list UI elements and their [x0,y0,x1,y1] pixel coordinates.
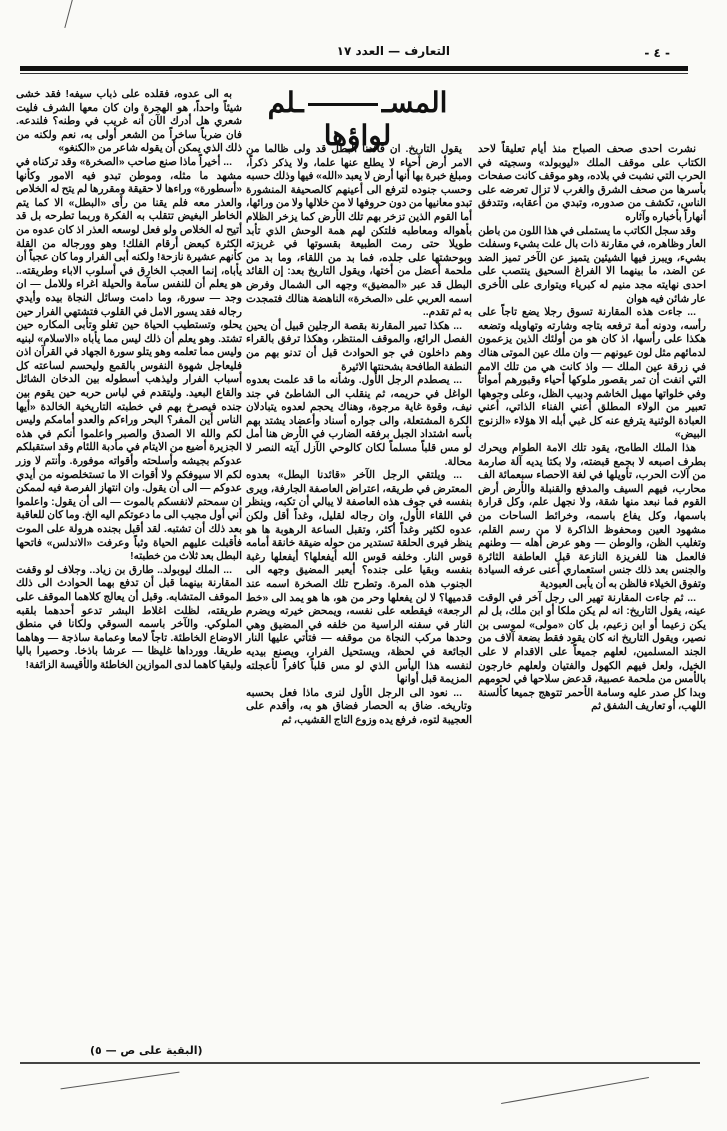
paragraph: ... نعود الى الرجل الأول لنرى ماذا فعل بحسبه وتاريخه. ضاق به الحصار فضاق هو به، وأقدم على العجيبة لتوه، فرفع يده وزوع التاج القشيب، ثم [246,686,472,726]
issue-label: التعارف — العدد ١٧ [336,44,450,58]
paragraph: ... ويلتقي الرجل الآخر «قائدنا البطل» بعدوه المعترض في طريقه، اعتراض العاصفة الجارفة، ويرى بنفسه في جوف هذه العاصفة لا يبالي أن تكبه، وينظر في اللقاء الأول، وان رجاله لقليل، وغداً أقل ولكن عدوه لكثير وغداً أكثر، وتقبل الساعة الرهوبة ها هو ينظر فيرى الحلقة تستدير من حوله ضيقة خانقة أمامه قوس النار. وخلفه قوس الله أيفعلها؟ أيفعلها رغبة بنفسه وبقيا على جنده؟ أيعبر المضيق وجهه الى الجنوب هذه المرة. وتطرح تلك الصخرة اسمه عند قدميها؟ لا لن يفعلها وحر من هو، ها هو يمد الى «خط الرجعة» فيقطعه على نفسه، ويمحض خيرته ويضرم النار في سفنه الراسية من خلفه في المضيق وهي وحدها مركب النجاة من موقفه — فتأتي عليها النار الجائعة في لحظة، ويستحيل الفرار، ويصنع بيديه لنفسه هذا اليأس الذي لو مس قلباً كافراً لأعجلته المزيمة قبل أوانها [246,469,472,686]
paragraph: ... جاءت هذه المقارنة تسوق رجلا يضع تاجاً على رأسه، ودونه أمة ترفعه بتاجه وشارته وتهاويله وتضعه هكذا على رأسها، اذ كان هو من أولئك الذين يزعمون لدمائهم مثل لون عيونهم — وان ملك عين الموتى هناك في زرقة عين الملك — واذ كانت هي من تلك الامم التي انفت أن تمر بقصور ملوكها أحياء وقبورهم أمواتاً وفي خلواتها مهبل الخاشم ودبيب الظل، وعلى وجوهها تعبير من الولاء المطلق أعني الفناء الذاتي، أعني العبادة الوثنية يترفع عنه كل غبي أبله الا هؤلاء «الزنوج البيض» [478,306,706,441]
paragraph: وقد سجل الكاتب ما يستملى في هذا اللون من باطن العار وظاهره، في مقارنة ذات بال علت بشيء وسفلت بشيء، ويبرز فيها الشيئين يتميز عن الآخر تميز الضد عن الضد، ما بينهما الا الفراغ السحيق ينتصب على احدى نهايته مجد منيم له كبرياء ويتوارى على الأخرى عار شائن فيه هوان [478,224,706,305]
paragraph: ... ثم جاءت المقارنة تهير الى رجل آخر في الوقت عينه، يقول التاريخ: انه لم يكن ملكا أو ابن ملك، بل لم يكن زعيما أو ابن زعيم، بل كان «مولى» لموسى بن نصير، ويقول التاريخ انه كان يقود فقط بضعة آلاف من الجند المسلمين، لعلهم جميعاً على الاقدام لا على الخيل، ولعل فيهم الكهول والفتيان ولعلهم خارجون بالأمس من ملحمة عصبية، قدعض سلاحها في لحومهم وبدا كل صدر عليه وسامة الأحمر تتوهج جميعا كألسنة اللهب، أو تعاريف الشفق ثم [478,591,706,713]
headline-kashida [308,103,378,106]
column-right [478,143,706,714]
headline-part1: المسـ [381,86,448,119]
scan-artifact [61,1072,180,1090]
column-middle [246,143,472,728]
headline-part2: ـلم لواؤها [267,86,392,152]
header-rule [20,66,688,71]
footer-rule [20,1062,700,1064]
paragraph: يقول التاريخ. ان قائدنا البطل قد ولى ظالما من الامر أرض أحياء لا يطلع عنها علما، ولا يذكر ذكراً، ومبلغ خبرة بها أنها أرض لا يعبد «الله» فيها وذلك حسبه وحسب جنوده لترفع الى أعينهم كالصحيفة المنشورة تبدو معانيها من دون حروفها لا من خلالها ولا من ورائها، أما القوم الذين تزخر بهم تلك الأرض كما يزخر الظلام بأهواله ومعاطبه فلتكن لهم همة الوحش الذي تأبد طويلا حتى رمت الطبيعة بقسوتها في غريزته وبوحشتها على جلده، فما بد من اللقاء، وما بد من ملحمة أعضل من أختها، ويقول التاريخ بعد: إن القائد البطل قد عبر «المضيق» وجهه الى الشمال وفرض اسمه العربي على «الصخرة» الناهضة هنالك فتمجدت به ثم تقدم.. [246,143,472,319]
article-headline [245,86,470,152]
paragraph: نشرت احدى صحف الصباح منذ أيام تعليقاً لاحد الكتاب على موقف الملك «ليوبولد» وسجيته في الحرب التي نشبت في بلاده، وهو موقف كانت صفحات بأسرها من صحف الشرق والغرب لا تزال تعرضه على الناس، تكشف من صدوره، وتبدي من أعقابه، وتتدفق أنهاراً بأخباره وآثاره [478,143,706,223]
scan-artifact [64,0,75,28]
header-rule-thin [20,73,688,74]
page-number: - ٤ - [644,46,670,60]
paragraph: به الى عدوه، فقلده على ذباب سيفه! فقد خشى شيئاً واحداً، هو الهجرة وان كان معها الشرف فليت شعري هل أدرك الآن أنه غريب في وطنه؟ فلندعه. فان ضرباً ساخراً من الشعر أولى به، نعم ولكنه من ذلك الذي يمكن أن يقوله شاعر من «الكنغو» [16,88,242,155]
page-header [20,44,710,64]
scan-artifact [501,1077,649,1104]
paragraph: ... أخيراً ماذا صنع صاحب «الصخرة» وقد تركناه في مشهد ما مثله، وموطن تبدو فيه الامور وكأنها «أسطورة» وراءها لا حقيقة ومقررها لم يتح له الخلاص والعذر معه فلم يقنا من رأى «البطل» الا كما يتم الخاطر البغيض تتقلب به الفكرة وربما تطرحه بل قد أتيح له الخلاص ولو فعل لوسعه العذر اذ كان عدوه من الكثرة كبعض أرقام الفلك! وهو وورجاله من القلة كأنهم عشيرة نازحة! ولكنه أبى الفرار وما كان عجباً أن يأباه، إنما العجب الخارق في أسلوب الاباء وطريقته.. هو يعلم أن للنفس سآمة والحيلة اغراء وللامل — ان وجد — سورة، وما دامت وسائل النجاة بيده وأيدي رجاله فقد يسور الامل في القلوب فتشتهي الفرار حين يحلو، وتستطيب الحياة حين تغلو وتأبى المكاره حين تشتد. وهو يعلم أن ذلك ليس مما يأباه «الاسلام» لبنيه وليس مما تعلمه وهو يتلو سورة الجهاد في القرآن اذن فليعاجل شهوة النفوس بالقمع وليحسم لساعته كل أسباب الفرار وليذهب أسطوله بين الدخان الشائل والقاع البعيد. وليتقدم في لباس حربه حين يقوم بين جنده فيصرخ بهم في خطبته التاريخية الخالدة «أيها الناس أين المفر؟ البحر وراءكم والعدو أمامكم وليس لكم والله الا الصدق والصبر واعلموا أنكم في هذه الجزيرة أضيع من الايتام في مأدبة اللئام وقد استقبلكم عدوكم بجيشه وأسلحته وأقواته موفورة. وأنتم لا وزر لكم الا سيوفكم ولا أقوات الا ما تستخلصونه من أيدي عدوكم — الى أن يقول. وان انتهاز الفرصة فيه لممكن ان سمحتم لانفسكم بالموت — الى أن يقول: واعلموا أني أول مجيب الى ما دعوتكم اليه الخ. وما كان للعاقبة بعد ذلك أن تشتبه. لقد أقبل بجنده هرولة على الموت فأقبلت عليهم الحياة وثباً وعرفت «الاندلس» فاتحها البطل بعد ثلاث من خطبته! [16,155,242,563]
continued-note: (البقية على ص — ٥) [90,1044,203,1057]
paragraph: ... يصطدم الرجل الأول. وشأنه ما قد علمت بعدوه الواغل في حريمه، ثم ينقلب الى الشاطئ في جند نيف، وقوة غاية مرجوة، وهناك يحجم لعدوه يتبادلان الكرة المشتعلة، والى جواره أسناد وأعضاد يشتد بهم بأسه اشتداد الجبل برفقه الضارب في الأرض هنا أمل لو مس قلباً مسلماً لكان كالوحي الآزل آيته النصر لا محالة. [246,374,472,468]
paragraph: ... هكذا تمير المقارنة بقصة الرجلين قبيل أن يحين الفصل الرائع، والموقف المنتظر، وهكذا ترفق بالقراء وهم داخلون في جو الحوادث قبل أن تدنو بهم من النطفة الطافحة بشحنتها الاثيرة [246,319,472,373]
paragraph: ... الملك ليوبولد.. طارق بن زياد.. وجلاف لو وقفت المقارنة بينهما قبل أن تدفع بهما الحوادث الى ذلك الموقف المتشابه. وقبل أن يعالج كلاهما الموقف على طريقته، لظلت اغلاط البشر تدعو أحدهما بلقبه الملوكي. والآخر باسمه السوقي ولكانا في منطق الاوضاع الخاطئة. تاجاً لامعا وعمامة ساذجة — وهاهما طريقا. وورداها غليظا — عرشا باذخا. وحصيرا باليا ولبقيا كاهما لدى الموازين الخاطئة والأقيسة الزائفة! [16,563,242,671]
column-left [16,88,242,673]
paragraph: هذا الملك الطامح، يقود تلك الامة الطوام ويحرك بطرف اصبعه لا بجمع قبضته، ولا بكتا يديه آلة صارمة من آلات الحرب، تأويلها في لغة الاحصاء سبعمائة الف محارب، فيهم السيف والمدفع والقنبلة والأرض أرض القوم فما نبعد منها شقة، ولا نجهل علم، وكل قرارة باسمها، وكل يفاع باسمه، وخرائط الساحات من مشهود العين ومحفوظ الذاكرة لا من رسم القلم، وتغليب الظن، والوطن — وهو عرض أهله — وطنهم فالعمل هنا للغريزة النازعة قبل العاطفة الثائرة والجنس بعد ذلك جنس استعماري أعنى عرفه السيادة وتفوق الخيلاء فالظن به أن يأبى العبودية [478,442,706,590]
